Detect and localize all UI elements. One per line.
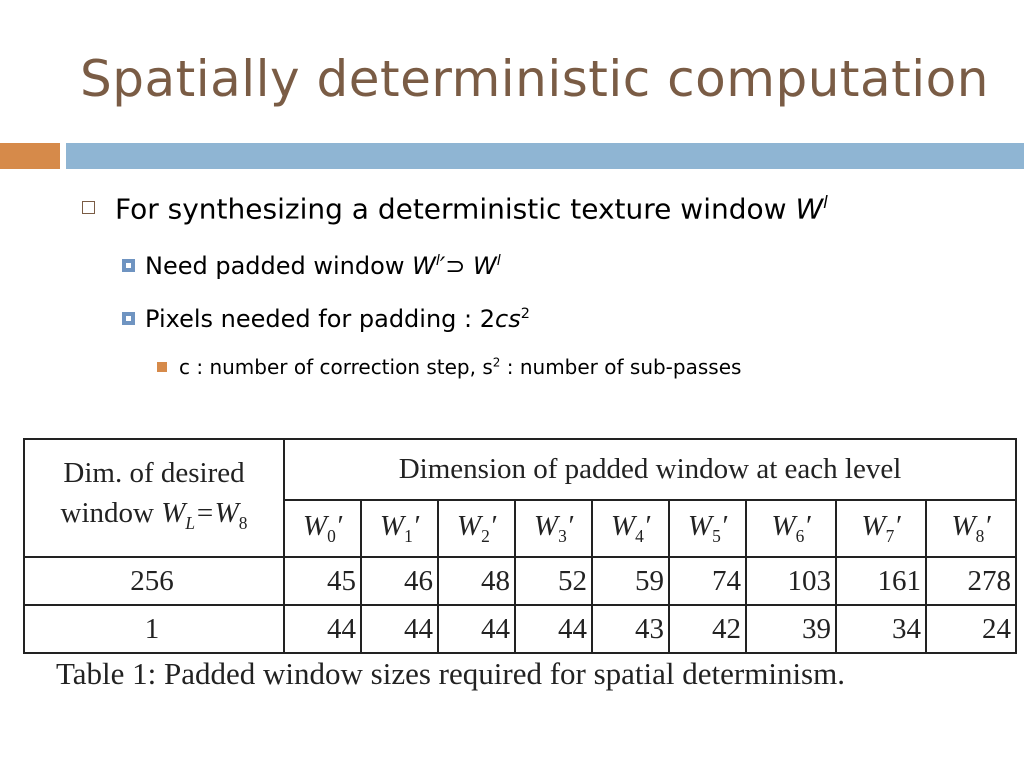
level-header: $W_3'$ bbox=[515, 500, 592, 557]
bullet-l2b-var: cs bbox=[495, 305, 521, 333]
bullet-level1 bbox=[82, 192, 828, 225]
bullet-level2-padded-window bbox=[122, 252, 501, 280]
hollow-square-bullet-icon bbox=[82, 201, 95, 214]
table-cell: 103 bbox=[746, 557, 836, 605]
level-header: $W_7'$ bbox=[836, 500, 926, 557]
bullet-l1-text: For synthesizing a deterministic texture window bbox=[115, 192, 796, 226]
bullet-l2a-sup-b: l bbox=[496, 253, 501, 269]
bullet-l3-sup: 2 bbox=[492, 355, 501, 370]
level-header: $W_6'$ bbox=[746, 500, 836, 557]
table-cell: 74 bbox=[669, 557, 746, 605]
table-cell: 59 bbox=[592, 557, 669, 605]
bullet-l2b-text: Pixels needed for padding : 2 bbox=[145, 305, 496, 333]
table-row bbox=[24, 557, 1016, 605]
title-accent-bar-blue bbox=[66, 143, 1024, 169]
filled-square-bullet-icon bbox=[122, 312, 135, 325]
table-caption: Table 1: Padded window sizes required for spatial determinism. bbox=[56, 656, 845, 691]
bullet-l2a-var-b: W bbox=[473, 252, 497, 280]
filled-square-bullet-icon bbox=[122, 259, 135, 272]
desired-window-header bbox=[24, 439, 284, 557]
table-cell: 24 bbox=[926, 605, 1016, 653]
level-header: $W_4'$ bbox=[592, 500, 669, 557]
corner-line2: window $W_L=W_8$ bbox=[60, 497, 248, 533]
table-cell: 52 bbox=[515, 557, 592, 605]
padded-dimension-header: Dimension of padded window at each level bbox=[284, 439, 1016, 500]
level-header: $W_8'$ bbox=[926, 500, 1016, 557]
table-cell: 44 bbox=[284, 605, 361, 653]
bullet-l2a-text: Need padded window bbox=[145, 252, 413, 280]
table-cell: 44 bbox=[361, 605, 438, 653]
bullet-l2a-sup-a: l bbox=[435, 253, 440, 269]
bullet-l2b-sup: 2 bbox=[520, 306, 530, 322]
bullet-l2a-relation: ′⊃ bbox=[439, 252, 473, 280]
table-cell: 161 bbox=[836, 557, 926, 605]
title-accent-bar-orange bbox=[0, 143, 60, 169]
table-row bbox=[24, 605, 1016, 653]
corner-line1: Dim. of desired bbox=[63, 457, 245, 490]
bullet-l3-text-b: : number of sub-passes bbox=[500, 355, 742, 379]
bullet-l2a-var-a: W bbox=[412, 252, 436, 280]
slide-title: Spatially deterministic computation bbox=[80, 50, 989, 108]
table-cell: 44 bbox=[438, 605, 515, 653]
table-header-row bbox=[24, 439, 1016, 500]
table-cell: 48 bbox=[438, 557, 515, 605]
bullet-l3-text-a: c : number of correction step, s bbox=[179, 355, 493, 379]
table-cell: 45 bbox=[284, 557, 361, 605]
desired-size-cell: 1 bbox=[24, 605, 284, 653]
table-cell: 43 bbox=[592, 605, 669, 653]
bullet-level2-padding-pixels bbox=[122, 305, 530, 333]
table-cell: 42 bbox=[669, 605, 746, 653]
orange-square-bullet-icon bbox=[157, 362, 167, 372]
level-header: $W_2'$ bbox=[438, 500, 515, 557]
table-cell: 39 bbox=[746, 605, 836, 653]
desired-size-cell: 256 bbox=[24, 557, 284, 605]
table-cell: 278 bbox=[926, 557, 1016, 605]
padded-window-table bbox=[23, 438, 1017, 654]
table-cell: 44 bbox=[515, 605, 592, 653]
bullet-l1-var: W bbox=[795, 192, 824, 226]
level-header: $W_0'$ bbox=[284, 500, 361, 557]
table-cell: 34 bbox=[836, 605, 926, 653]
level-header: $W_5'$ bbox=[669, 500, 746, 557]
bullet-level3-definitions bbox=[157, 355, 741, 379]
bullet-l1-sup: l bbox=[823, 192, 828, 212]
table-cell: 46 bbox=[361, 557, 438, 605]
level-header: $W_1'$ bbox=[361, 500, 438, 557]
